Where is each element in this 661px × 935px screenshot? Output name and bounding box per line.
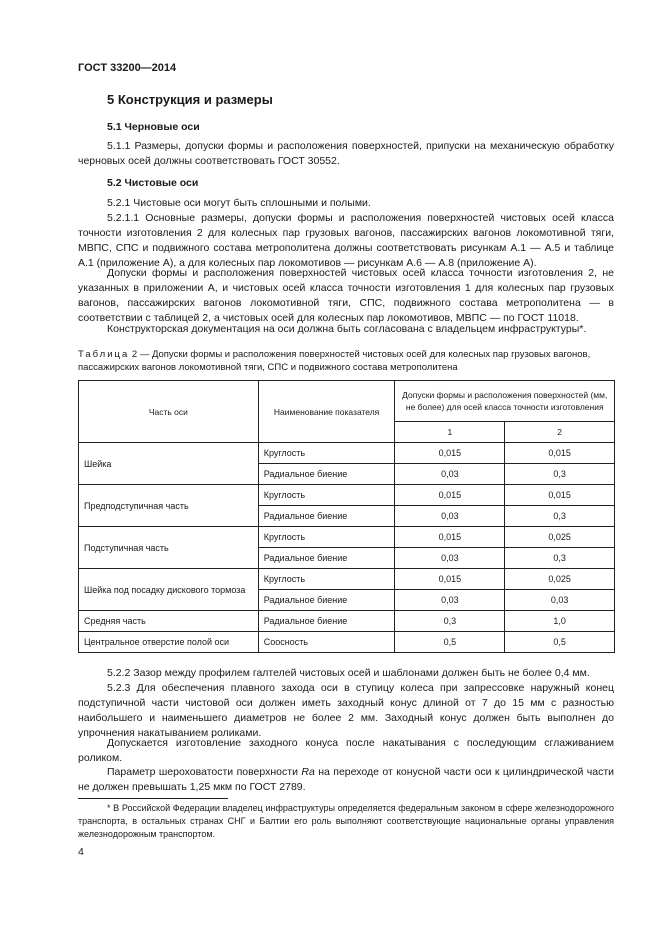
paragraph-cone: Допускается изготовление заходного конуса после накатывания с последующим сглаживанием роликом. bbox=[78, 737, 614, 764]
cell-indicator: Радиальное биение bbox=[258, 590, 395, 611]
paragraph-5-2-3: 5.2.3 Для обеспечения плавного захода оси в ступицу колеса при запрессовке наружный конец подступичной части чистовой оси должен иметь заходный конус длиной от 7 до 15 мм с разностью наибольшего и наименьшего диаметров не более 2 мм. Заходный конус должен быть выполнен до упрочнения накатыванием роликами. bbox=[78, 682, 614, 739]
header-tolerances: Допуски формы и расположения поверхностей (мм, не более) для осей класса точности изготовления bbox=[395, 381, 615, 422]
cell-indicator: Круглость bbox=[258, 443, 395, 464]
page-number: 4 bbox=[78, 846, 84, 858]
cell-class-2-value: 0,5 bbox=[505, 632, 615, 653]
paragraph-roughness bbox=[78, 765, 614, 795]
table-row bbox=[79, 485, 615, 506]
cell-class-2-value: 0,3 bbox=[505, 548, 615, 569]
section-title: 5 Конструкция и размеры bbox=[107, 92, 273, 107]
roughness-text-b: на переходе от конусной части оси к цилиндрической части не должен превышать 1,25 мкм по ГОСТ 2789. bbox=[78, 766, 614, 793]
table-caption-text: 2 — Допуски формы и расположения поверхностей чистовых осей для колесных пар грузовых вагонов, пассажирских вагонов локомотивной тяги, СПС и подвижного состава метрополитена bbox=[78, 349, 591, 373]
table-caption bbox=[78, 348, 618, 374]
cell-class-1-value: 0,015 bbox=[395, 485, 505, 506]
tolerances-table bbox=[78, 380, 615, 653]
cell-axle-part: Шейка под посадку дискового тормоза bbox=[79, 569, 259, 611]
paragraph-5-2-1-1: 5.2.1.1 Основные размеры, допуски формы и расположения поверхностей чистовых осей класса точности изготовления 2 для колесных пар грузовых вагонов, пассажирских вагонов локомотивной тяги, МВПС, СПС и подвижного состава метрополитена должны соответствовать рисункам А.1 — А.5 и таблице А.1 (приложение А), а для колесных пар локомотивов — рисункам А.6 — А.8 (приложение А). bbox=[78, 212, 614, 269]
cell-indicator: Радиальное биение bbox=[258, 548, 395, 569]
subsection-title-5-2: 5.2 Чистовые оси bbox=[107, 177, 199, 189]
cell-class-1-value: 0,03 bbox=[395, 506, 505, 527]
cell-class-2-value: 0,3 bbox=[505, 464, 615, 485]
cell-indicator: Радиальное биение bbox=[258, 611, 395, 632]
cell-class-1-value: 0,03 bbox=[395, 464, 505, 485]
table-row bbox=[79, 632, 615, 653]
cell-class-2-value: 0,025 bbox=[505, 569, 615, 590]
paragraph-5-1-1: 5.1.1 Размеры, допуски формы и расположения поверхностей, припуски на механическую обработку черновых осей должны соответствовать ГОСТ 30552. bbox=[78, 140, 614, 167]
cell-indicator: Радиальное биение bbox=[258, 464, 395, 485]
cell-class-1-value: 0,03 bbox=[395, 590, 505, 611]
header-part: Часть оси bbox=[79, 381, 259, 443]
cell-class-2-value: 0,03 bbox=[505, 590, 615, 611]
cell-axle-part: Средняя часть bbox=[79, 611, 259, 632]
header-indicator: Наименование показателя bbox=[258, 381, 395, 443]
roughness-symbol: Ra bbox=[301, 766, 315, 778]
subsection-title-5-1: 5.1 Черновые оси bbox=[107, 121, 200, 133]
cell-class-1-value: 0,5 bbox=[395, 632, 505, 653]
paragraph-tolerances: Допуски формы и расположения поверхностей чистовых осей класса точности изготовления 2, не указанных в приложении А, и чистовых осей класса точности изготовления 1 для колесных пар грузовых вагонов, пассажирских вагонов локомотивной тяги, СПС, подвижного состава метрополитена — в соответствии с таблицей 2, а чистовых осей для колесных пар локомотивов, МВПС — по ГОСТ 11018. bbox=[78, 267, 614, 324]
cell-class-2-value: 0,015 bbox=[505, 443, 615, 464]
table-row bbox=[79, 569, 615, 590]
cell-indicator: Соосность bbox=[258, 632, 395, 653]
footnote-divider bbox=[78, 798, 228, 799]
table-row bbox=[79, 611, 615, 632]
cell-class-1-value: 0,015 bbox=[395, 443, 505, 464]
cell-axle-part: Шейка bbox=[79, 443, 259, 485]
cell-class-2-value: 0,015 bbox=[505, 485, 615, 506]
cell-axle-part: Предподступичная часть bbox=[79, 485, 259, 527]
table-row bbox=[79, 527, 615, 548]
paragraph-documentation: Конструкторская документация на оси должна быть согласована с владельцем инфраструктуры*. bbox=[107, 323, 587, 335]
header-class-1: 1 bbox=[395, 422, 505, 443]
cell-class-2-value: 0,3 bbox=[505, 506, 615, 527]
tolerances-table-body bbox=[79, 381, 615, 653]
table-caption-label: Таблица bbox=[78, 349, 130, 360]
paragraph-5-2-1: 5.2.1 Чистовые оси могут быть сплошными и полыми. bbox=[107, 197, 371, 209]
cell-class-2-value: 0,025 bbox=[505, 527, 615, 548]
cell-class-1-value: 0,015 bbox=[395, 527, 505, 548]
header-class-2: 2 bbox=[505, 422, 615, 443]
table-row bbox=[79, 443, 615, 464]
cell-class-1-value: 0,015 bbox=[395, 569, 505, 590]
cell-indicator: Круглость bbox=[258, 569, 395, 590]
cell-indicator: Круглость bbox=[258, 485, 395, 506]
cell-axle-part: Подступичная часть bbox=[79, 527, 259, 569]
cell-class-2-value: 1,0 bbox=[505, 611, 615, 632]
cell-class-1-value: 0,3 bbox=[395, 611, 505, 632]
cell-indicator: Радиальное биение bbox=[258, 506, 395, 527]
cell-indicator: Круглость bbox=[258, 527, 395, 548]
footnote: * В Российской Федерации владелец инфраструктуры определяется федеральным законом в сфере железнодорожного транспорта, в остальных странах СНГ и Балтии его роль выполняют соответствующие национальные органы управления железнодорожным транспортом. bbox=[78, 803, 614, 839]
roughness-text-a: Параметр шероховатости поверхности bbox=[107, 766, 302, 778]
cell-axle-part: Центральное отверстие полой оси bbox=[79, 632, 259, 653]
document-header: ГОСТ 33200—2014 bbox=[78, 62, 177, 74]
paragraph-5-2-2: 5.2.2 Зазор между профилем галтелей чистовых осей и шаблонами должен быть не более 0,4 мм. bbox=[107, 667, 590, 679]
table-header-row bbox=[79, 381, 615, 422]
cell-class-1-value: 0,03 bbox=[395, 548, 505, 569]
